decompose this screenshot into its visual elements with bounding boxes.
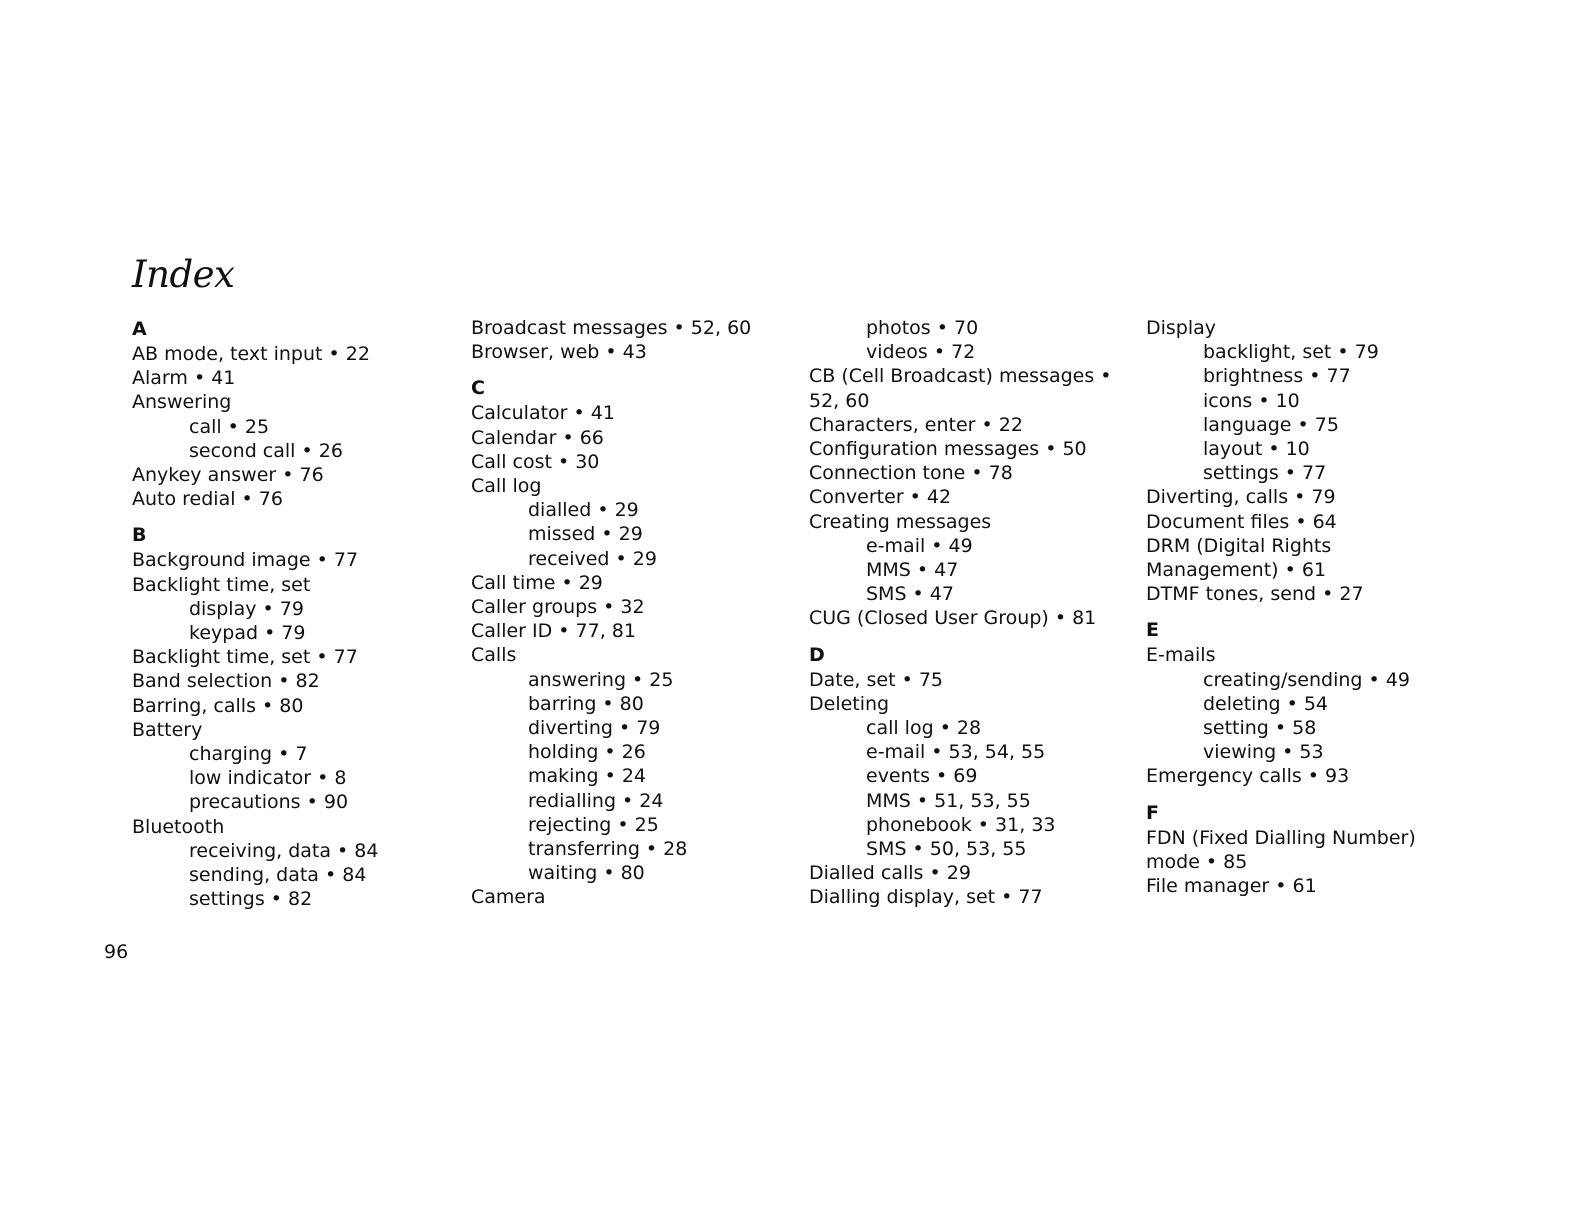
index-entry: FDN (Fixed Dialling Number) — [1146, 826, 1416, 849]
index-subentry: missed • 29 — [528, 523, 643, 546]
index-column-2 — [471, 316, 801, 910]
index-entry: Dialled calls • 29 — [809, 862, 971, 885]
index-subentry: answering • 25 — [528, 668, 674, 691]
index-subentry: MMS • 47 — [866, 559, 959, 582]
index-entry: Deleting — [809, 692, 890, 715]
index-subentry: creating/sending • 49 — [1203, 668, 1410, 691]
index-entry: AB mode, text input • 22 — [132, 343, 370, 365]
index-entry: CB (Cell Broadcast) messages • — [809, 365, 1112, 388]
index-entry: Anykey answer • 76 — [132, 464, 324, 487]
section-letter-heading: A — [132, 318, 147, 340]
index-subentry: precautions • 90 — [189, 791, 349, 814]
index-subentry: barring • 80 — [528, 692, 644, 715]
index-subentry: transferring • 28 — [528, 838, 688, 861]
index-entry: Calls — [471, 644, 517, 667]
index-entry: Management) • 61 — [1146, 559, 1327, 582]
index-entry: Backlight time, set • 77 — [132, 646, 358, 669]
index-column-4 — [1146, 316, 1476, 898]
index-entry: Barring, calls • 80 — [132, 694, 304, 717]
index-entry: Document files • 64 — [1146, 510, 1337, 533]
index-entry: Characters, enter • 22 — [809, 413, 1023, 436]
index-entry: Calculator • 41 — [471, 402, 615, 425]
index-subentry: language • 75 — [1203, 413, 1339, 436]
index-subentry: SMS • 50, 53, 55 — [866, 838, 1027, 861]
index-subentry: keypad • 79 — [189, 622, 306, 645]
index-subentry: setting • 58 — [1203, 717, 1317, 740]
page-title: Index — [132, 253, 235, 296]
index-subentry: deleting • 54 — [1203, 692, 1329, 715]
index-subentry: dialled • 29 — [528, 499, 639, 522]
index-entry: Answering — [132, 391, 232, 414]
index-entry: Backlight time, set — [132, 573, 311, 596]
index-entry: Creating messages — [809, 510, 992, 533]
index-subentry: e-mail • 49 — [866, 534, 973, 557]
index-entry: 52, 60 — [809, 389, 870, 412]
index-column-3 — [809, 316, 1139, 910]
index-entry: Camera — [471, 886, 546, 909]
index-entry: Caller ID • 77, 81 — [471, 620, 636, 643]
section-letter-heading: E — [1146, 619, 1159, 642]
index-subentry: layout • 10 — [1203, 438, 1310, 461]
index-subentry: events • 69 — [866, 765, 978, 788]
page-number: 96 — [104, 941, 129, 963]
index-entry: Browser, web • 43 — [471, 341, 647, 364]
index-subentry: waiting • 80 — [528, 862, 645, 885]
index-entry: CUG (Closed User Group) • 81 — [809, 607, 1097, 630]
section-letter-heading: F — [1146, 801, 1159, 824]
index-entry: Call log — [471, 475, 542, 498]
index-entry: Dialling display, set • 77 — [809, 886, 1043, 909]
index-entry: Emergency calls • 93 — [1146, 765, 1350, 788]
index-subentry: charging • 7 — [189, 743, 308, 766]
index-entry: Band selection • 82 — [132, 670, 320, 693]
index-entry: Connection tone • 78 — [809, 462, 1013, 485]
index-subentry: sending, data • 84 — [189, 864, 367, 887]
index-subentry: holding • 26 — [528, 741, 646, 764]
index-entry: Call cost • 30 — [471, 450, 600, 473]
index-subentry: redialling • 24 — [528, 789, 664, 812]
index-entry: Broadcast messages • 52, 60 — [471, 317, 752, 339]
index-subentry: e-mail • 53, 54, 55 — [866, 741, 1046, 764]
index-entry: mode • 85 — [1146, 850, 1248, 873]
index-entry: Auto redial • 76 — [132, 488, 283, 511]
index-entry: E-mails — [1146, 644, 1216, 667]
index-subentry: making • 24 — [528, 765, 646, 788]
index-entry: Caller groups • 32 — [471, 596, 645, 619]
index-subentry: phonebook • 31, 33 — [866, 813, 1056, 836]
index-column-1 — [132, 316, 462, 911]
index-subentry: brightness • 77 — [1203, 365, 1351, 388]
section-letter-heading: D — [809, 643, 825, 666]
section-letter-heading: C — [471, 377, 485, 400]
index-subentry: receiving, data • 84 — [189, 839, 379, 862]
index-subentry: call • 25 — [189, 415, 270, 438]
index-entry: Background image • 77 — [132, 549, 359, 572]
index-subentry: icons • 10 — [1203, 389, 1300, 412]
index-entry: File manager • 61 — [1146, 875, 1317, 898]
index-subentry: backlight, set • 79 — [1203, 341, 1379, 364]
index-subentry: SMS • 47 — [866, 583, 954, 606]
index-entry: Configuration messages • 50 — [809, 438, 1087, 461]
index-subentry: settings • 77 — [1203, 462, 1327, 485]
index-entry: Call time • 29 — [471, 571, 603, 594]
index-subentry: diverting • 79 — [528, 717, 661, 740]
index-entry: Bluetooth — [132, 815, 225, 838]
index-entry: Converter • 42 — [809, 486, 952, 509]
index-subentry: display • 79 — [189, 597, 304, 620]
index-entry: Calendar • 66 — [471, 426, 604, 449]
index-entry: Date, set • 75 — [809, 668, 943, 691]
index-entry: Alarm • 41 — [132, 367, 236, 390]
index-entry: Display — [1146, 317, 1217, 339]
index-entry: Diverting, calls • 79 — [1146, 486, 1336, 509]
index-subentry: second call • 26 — [189, 439, 343, 462]
index-subentry: photos • 70 — [866, 317, 979, 339]
index-subentry: rejecting • 25 — [528, 813, 659, 836]
section-letter-heading: B — [132, 524, 147, 547]
index-subentry: settings • 82 — [189, 888, 313, 911]
index-entry: DRM (Digital Rights — [1146, 534, 1332, 557]
index-subentry: videos • 72 — [866, 341, 976, 364]
index-entry: DTMF tones, send • 27 — [1146, 583, 1364, 606]
index-subentry: viewing • 53 — [1203, 741, 1324, 764]
index-subentry: received • 29 — [528, 547, 657, 570]
index-entry: Battery — [132, 718, 203, 741]
index-subentry: MMS • 51, 53, 55 — [866, 789, 1031, 812]
index-subentry: low indicator • 8 — [189, 767, 347, 790]
index-subentry: call log • 28 — [866, 717, 982, 740]
